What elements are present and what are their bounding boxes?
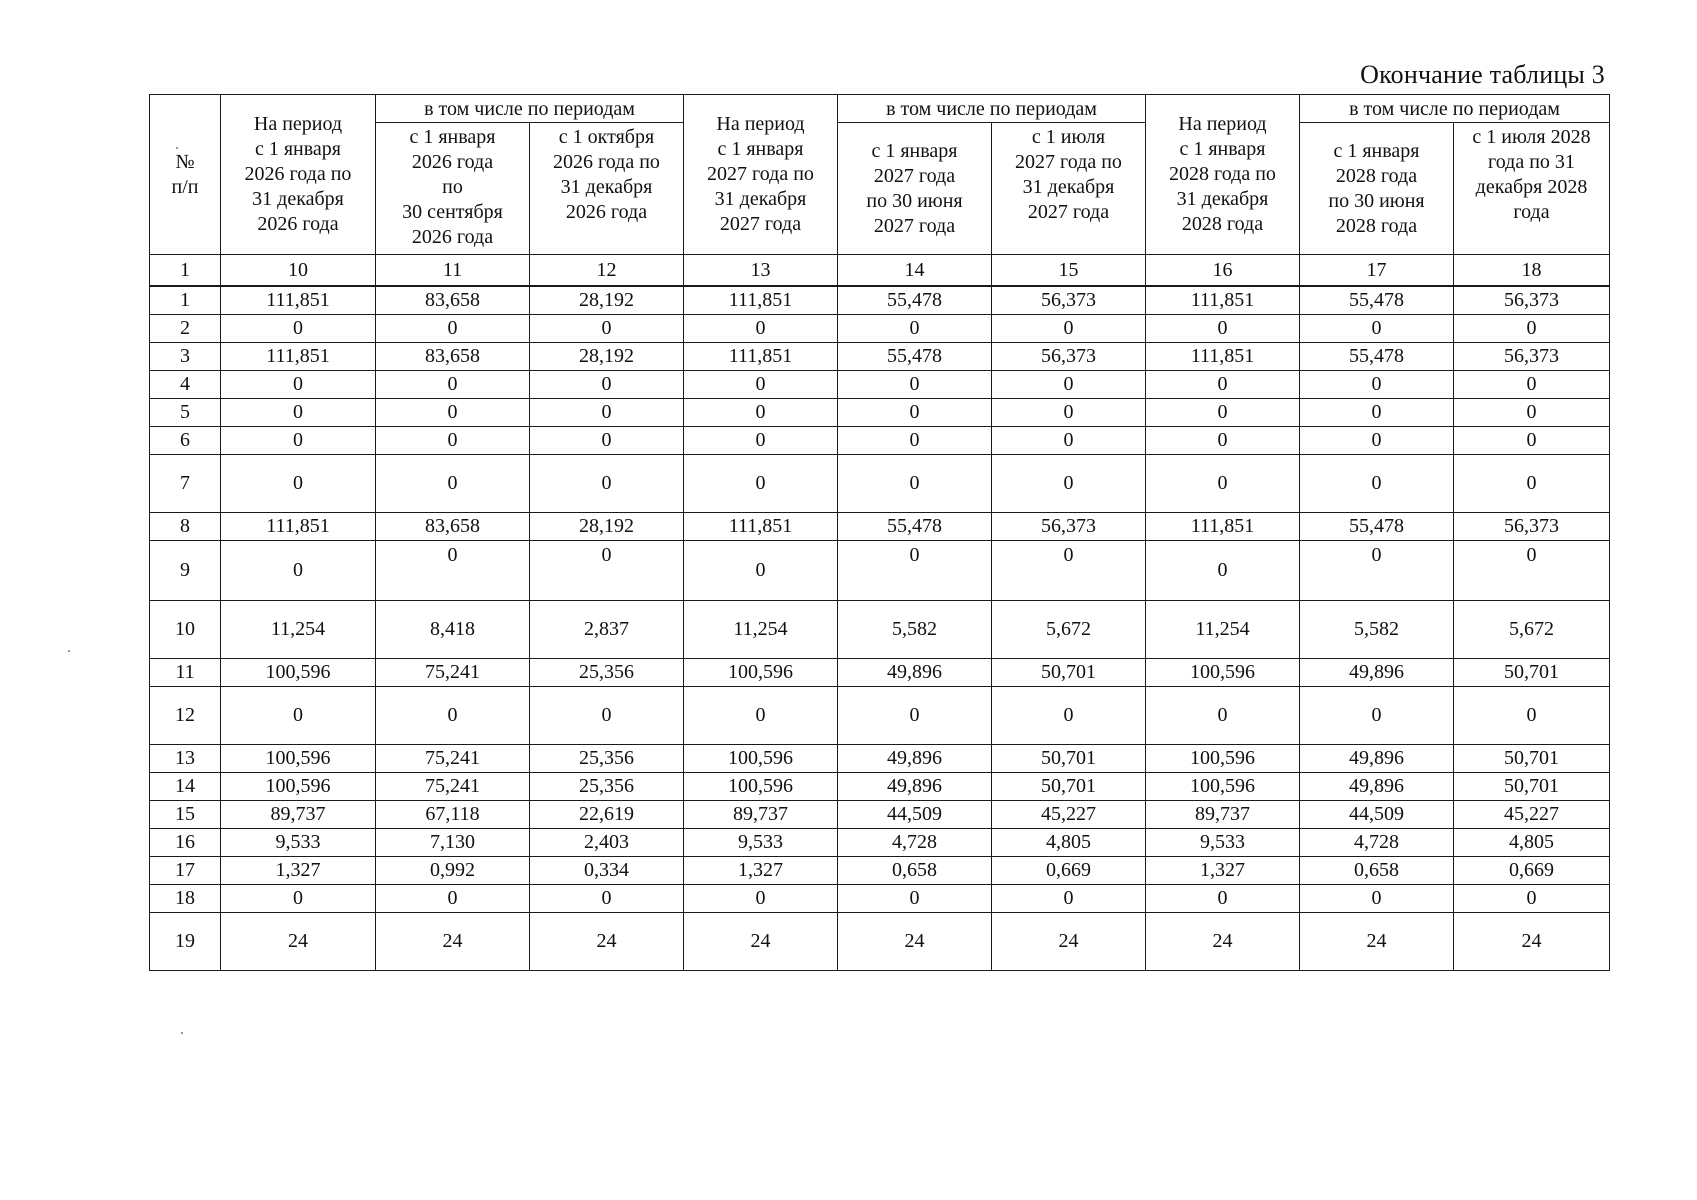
table-cell: 0 [684,687,838,745]
table-cell: 0 [221,399,376,427]
table-row [150,601,1610,659]
table-cell: 49,896 [1300,745,1454,773]
header-group-2028: в том числе по периодам [1300,95,1610,123]
column-number: 17 [1300,255,1454,287]
table-cell: 25,356 [530,773,684,801]
table-cell: 0 [1300,687,1454,745]
table-cell: 7,130 [376,829,530,857]
table-cell: 0 [684,315,838,343]
table-cell: 0 [221,885,376,913]
table-cell: 56,373 [992,513,1146,541]
table-cell: 56,373 [1454,286,1610,315]
table-cell: 0,669 [992,857,1146,885]
table-cell: 0 [1300,455,1454,513]
table-cell: 0 [1300,427,1454,455]
table-cell: 28,192 [530,343,684,371]
table-cell: 0 [1300,399,1454,427]
table-cell: 24 [530,913,684,971]
table-body [150,286,1610,971]
row-number-cell: 18 [150,885,221,913]
table-cell: 22,619 [530,801,684,829]
table-cell: 0 [376,427,530,455]
table-cell: 111,851 [1146,286,1300,315]
table-row [150,541,1610,601]
table-cell: 50,701 [992,659,1146,687]
table-cell: 0 [376,885,530,913]
table-row [150,343,1610,371]
table-header [150,95,1610,287]
table-cell: 49,896 [838,745,992,773]
table-cell: 0 [1146,885,1300,913]
table-cell: 83,658 [376,513,530,541]
table-cell: 0 [684,541,838,601]
table-cell: 67,118 [376,801,530,829]
table-cell: 0 [221,455,376,513]
table-cell: 2,403 [530,829,684,857]
table-cell: 55,478 [838,343,992,371]
table-cell: 0 [530,371,684,399]
row-number-cell: 16 [150,829,221,857]
table-cell: 0 [376,687,530,745]
table-cell: 100,596 [1146,773,1300,801]
table-cell: 100,596 [1146,659,1300,687]
table-cell: 75,241 [376,659,530,687]
table-cell: 111,851 [1146,343,1300,371]
table-cell: 49,896 [838,773,992,801]
table-cell: 0 [376,541,530,601]
table-cell: 100,596 [684,659,838,687]
column-number: 1 [150,255,221,287]
column-number: 13 [684,255,838,287]
table-cell: 55,478 [1300,286,1454,315]
header-2026-part-2: с 1 октября 2026 года по 31 декабря 2026 года [530,123,684,255]
table-cell: 0 [1454,371,1610,399]
table-cell: 55,478 [838,286,992,315]
table-row [150,399,1610,427]
table-cell: 0 [1454,315,1610,343]
table-cell: 0 [992,541,1146,601]
table-cell: 0 [530,427,684,455]
table-cell: 89,737 [684,801,838,829]
table-cell: 44,509 [1300,801,1454,829]
table-cell: 24 [221,913,376,971]
table-cell: 25,356 [530,659,684,687]
table-cell: 8,418 [376,601,530,659]
table-cell: 83,658 [376,286,530,315]
table-cell: 111,851 [684,286,838,315]
row-number-cell: 11 [150,659,221,687]
scan-speck [181,1032,183,1034]
scan-speck [176,147,178,149]
table-cell: 0 [838,455,992,513]
row-number-cell: 2 [150,315,221,343]
table-cell: 4,805 [992,829,1146,857]
row-number-cell: 14 [150,773,221,801]
table-cell: 0 [1300,371,1454,399]
table-row [150,371,1610,399]
table-cell: 55,478 [1300,343,1454,371]
header-period-total-2028: На период с 1 января 2028 года по 31 декабря 2028 года [1146,95,1300,255]
header-group-2027: в том числе по периодам [838,95,1146,123]
table-cell: 0 [1146,399,1300,427]
table-cell: 0 [1300,541,1454,601]
row-number-cell: 15 [150,801,221,829]
table-cell: 0 [221,371,376,399]
table-cell: 0 [1454,455,1610,513]
row-number-cell: 19 [150,913,221,971]
table-cell: 11,254 [684,601,838,659]
table-cell: 0 [1146,455,1300,513]
table-cell: 0 [1454,541,1610,601]
table-cell: 100,596 [684,745,838,773]
header-num: № п/п [150,95,221,255]
table-cell: 0 [992,399,1146,427]
table-cell: 56,373 [992,343,1146,371]
table-cell: 5,582 [838,601,992,659]
table-row [150,913,1610,971]
row-number-cell: 4 [150,371,221,399]
table-row [150,857,1610,885]
table-cell: 0 [684,399,838,427]
table-cell: 0,658 [838,857,992,885]
column-number: 15 [992,255,1146,287]
header-period-total-2027: На период с 1 января 2027 года по 31 декабря 2027 года [684,95,838,255]
table-cell: 111,851 [221,343,376,371]
row-number-cell: 12 [150,687,221,745]
table-cell: 111,851 [221,513,376,541]
table-cell: 5,672 [992,601,1146,659]
row-number-cell: 5 [150,399,221,427]
table-cell: 0 [1454,427,1610,455]
table-cell: 0 [1146,687,1300,745]
table-cell: 111,851 [1146,513,1300,541]
table-cell: 0 [1454,687,1610,745]
table-cell: 0 [376,455,530,513]
table-cell: 0 [838,427,992,455]
table-cell: 0 [530,541,684,601]
table-cell: 0 [992,315,1146,343]
table-row [150,885,1610,913]
table-cell: 0 [221,687,376,745]
table-cell: 0 [1454,885,1610,913]
data-table [149,94,1610,971]
table-cell: 11,254 [221,601,376,659]
table-cell: 0 [684,885,838,913]
column-number: 11 [376,255,530,287]
header-2026-part-1: с 1 января 2026 года по 30 сентября 2026 года [376,123,530,255]
row-number-cell: 10 [150,601,221,659]
table-cell: 75,241 [376,773,530,801]
table-row [150,745,1610,773]
column-number: 16 [1146,255,1300,287]
column-number: 18 [1454,255,1610,287]
table-row [150,687,1610,745]
column-number: 10 [221,255,376,287]
row-number-cell: 8 [150,513,221,541]
table-cell: 100,596 [221,745,376,773]
table-cell: 0 [992,371,1146,399]
table-row [150,455,1610,513]
column-number: 12 [530,255,684,287]
table-cell: 83,658 [376,343,530,371]
table-cell: 25,356 [530,745,684,773]
header-2027-part-2: с 1 июля 2027 года по 31 декабря 2027 года [992,123,1146,255]
table-cell: 24 [1454,913,1610,971]
table-cell: 24 [838,913,992,971]
table-cell: 28,192 [530,513,684,541]
table-cell: 4,728 [1300,829,1454,857]
table-cell: 1,327 [684,857,838,885]
table-cell: 1,327 [1146,857,1300,885]
table-cell: 45,227 [1454,801,1610,829]
table-cell: 111,851 [684,513,838,541]
table-row [150,513,1610,541]
table-cell: 49,896 [838,659,992,687]
table-cell: 0 [838,399,992,427]
table-cell: 0,658 [1300,857,1454,885]
table-cell: 89,737 [221,801,376,829]
table-cell: 0 [1300,885,1454,913]
table-cell: 0 [221,315,376,343]
table-cell: 50,701 [992,773,1146,801]
table-cell: 9,533 [1146,829,1300,857]
table-cell: 100,596 [1146,745,1300,773]
table-row [150,315,1610,343]
table-cell: 0 [1454,399,1610,427]
table-cell: 9,533 [684,829,838,857]
table-cell: 49,896 [1300,659,1454,687]
table-cell: 100,596 [684,773,838,801]
column-number: 14 [838,255,992,287]
table-row [150,659,1610,687]
table-cell: 0 [1146,427,1300,455]
table-cell: 49,896 [1300,773,1454,801]
table-cell: 0 [838,687,992,745]
table-cell: 0 [376,399,530,427]
table-cell: 0 [992,885,1146,913]
header-group-2026: в том числе по периодам [376,95,684,123]
table-cell: 0 [530,687,684,745]
table-cell: 0 [684,427,838,455]
table-cell: 0 [376,315,530,343]
table-cell: 56,373 [1454,513,1610,541]
table-cell: 100,596 [221,659,376,687]
header-2027-part-1: с 1 января 2027 года по 30 июня 2027 года [838,123,992,255]
table-cell: 28,192 [530,286,684,315]
table-cell: 0 [684,371,838,399]
table-cell: 56,373 [992,286,1146,315]
table-cell: 0 [530,885,684,913]
table-row [150,773,1610,801]
table-cell: 0 [1300,315,1454,343]
header-2028-part-1: с 1 января 2028 года по 30 июня 2028 года [1300,123,1454,255]
table-cell: 5,672 [1454,601,1610,659]
table-cell: 100,596 [221,773,376,801]
table-cell: 45,227 [992,801,1146,829]
table-cell: 1,327 [221,857,376,885]
table-cell: 5,582 [1300,601,1454,659]
table-cell: 0 [1146,371,1300,399]
table-cell: 24 [376,913,530,971]
table-cell: 50,701 [992,745,1146,773]
table-cell: 4,728 [838,829,992,857]
table-cell: 0 [838,885,992,913]
row-number-cell: 17 [150,857,221,885]
table-row [150,286,1610,315]
scan-speck [68,650,70,652]
header-2028-part-2: с 1 июля 2028 года по 31 декабря 2028 года [1454,123,1610,255]
table-cell: 24 [1146,913,1300,971]
column-number-row [150,255,1610,287]
table-cell: 50,701 [1454,773,1610,801]
header-period-total-2026: На период с 1 января 2026 года по 31 декабря 2026 года [221,95,376,255]
row-number-cell: 6 [150,427,221,455]
table-cell: 56,373 [1454,343,1610,371]
row-number-cell: 1 [150,286,221,315]
table-cell: 0 [221,541,376,601]
table-cell: 111,851 [221,286,376,315]
table-row [150,427,1610,455]
table-cell: 0 [530,455,684,513]
table-cell: 0 [684,455,838,513]
table-cell: 111,851 [684,343,838,371]
table-cell: 0 [838,371,992,399]
table-cell: 24 [992,913,1146,971]
table-cell: 0 [530,399,684,427]
table-cell: 2,837 [530,601,684,659]
table-cell: 11,254 [1146,601,1300,659]
table-cell: 50,701 [1454,745,1610,773]
table-cell: 0 [838,541,992,601]
table-row [150,801,1610,829]
table-cell: 0,992 [376,857,530,885]
table-cell: 0 [1146,315,1300,343]
table-cell: 89,737 [1146,801,1300,829]
table-cell: 0 [992,427,1146,455]
table-cell: 55,478 [1300,513,1454,541]
table-cell: 24 [684,913,838,971]
table-cell: 24 [1300,913,1454,971]
table-cell: 44,509 [838,801,992,829]
row-number-cell: 3 [150,343,221,371]
row-number-cell: 7 [150,455,221,513]
table-cell: 0 [1146,541,1300,601]
table-cell: 9,533 [221,829,376,857]
table-cell: 75,241 [376,745,530,773]
table-caption: Окончание таблицы 3 [1360,60,1605,89]
table-cell: 50,701 [1454,659,1610,687]
table-cell: 0,334 [530,857,684,885]
table-row [150,829,1610,857]
table-cell: 0 [992,455,1146,513]
table-cell: 0 [376,371,530,399]
row-number-cell: 9 [150,541,221,601]
table-cell: 0,669 [1454,857,1610,885]
table-cell: 4,805 [1454,829,1610,857]
table-cell: 0 [992,687,1146,745]
row-number-cell: 13 [150,745,221,773]
table-cell: 0 [838,315,992,343]
table-cell: 55,478 [838,513,992,541]
table-cell: 0 [221,427,376,455]
table-cell: 0 [530,315,684,343]
